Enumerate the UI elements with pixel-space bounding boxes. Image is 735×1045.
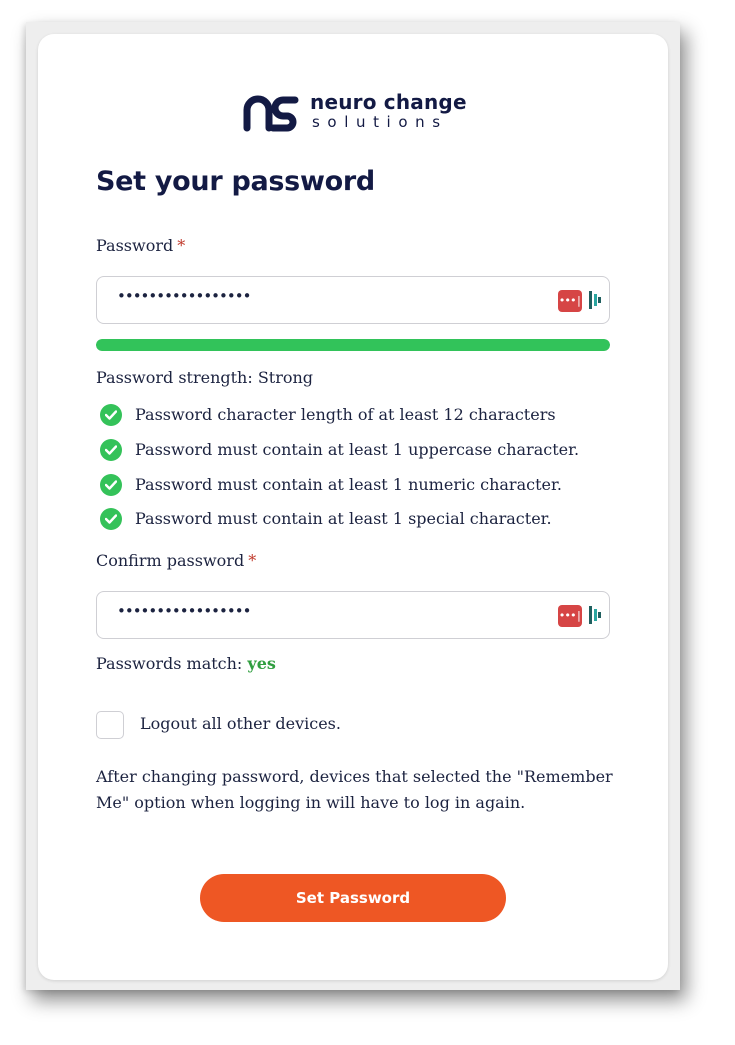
password-label [96, 236, 185, 255]
passwords-match-value: yes [247, 654, 276, 673]
password-strength-bar [96, 339, 610, 351]
rule-text: Password must contain at least 1 numeric character. [135, 475, 562, 494]
check-circle-icon [100, 404, 122, 426]
brand-tagline: solutions [312, 113, 448, 131]
extension-icon[interactable] [588, 604, 602, 626]
password-label-text: Password [96, 236, 174, 255]
extension-icon[interactable] [588, 289, 602, 311]
rule-text: Password character length of at least 12 characters [135, 405, 556, 424]
logout-devices-checkbox[interactable] [96, 711, 124, 739]
password-manager-icon[interactable]: •••| [558, 290, 582, 312]
check-circle-icon [100, 474, 122, 496]
password-value[interactable]: ••••••••••••••••• [117, 287, 251, 305]
password-strength-fill [96, 339, 610, 351]
brand-logo [243, 92, 473, 132]
logout-note: After changing password, devices that selected the "Remember Me" option when logging in will have to log in again. [96, 767, 613, 812]
confirm-password-label-text: Confirm password [96, 551, 245, 570]
required-marker: * [177, 236, 186, 255]
ns-logo-icon [243, 92, 301, 132]
confirm-password-input[interactable] [96, 591, 610, 639]
brand-name: neuro change [310, 90, 467, 114]
rule-text: Password must contain at least 1 uppercase character. [135, 440, 580, 459]
set-password-button[interactable]: Set Password [200, 874, 506, 922]
password-input[interactable] [96, 276, 610, 324]
rule-text: Password must contain at least 1 special character. [135, 509, 552, 528]
confirm-password-value[interactable]: ••••••••••••••••• [117, 602, 251, 620]
logout-devices-label[interactable]: Logout all other devices. [140, 714, 341, 733]
password-strength-text: Password strength: Strong [96, 368, 314, 387]
required-marker: * [248, 551, 257, 570]
check-circle-icon [100, 439, 122, 461]
passwords-match-status [96, 654, 276, 673]
password-manager-icon[interactable]: •••| [558, 605, 582, 627]
page-title: Set your password [96, 166, 375, 197]
password-card [38, 34, 668, 980]
confirm-password-label [96, 551, 256, 570]
passwords-match-label: Passwords match: [96, 654, 243, 673]
check-circle-icon [100, 508, 122, 530]
